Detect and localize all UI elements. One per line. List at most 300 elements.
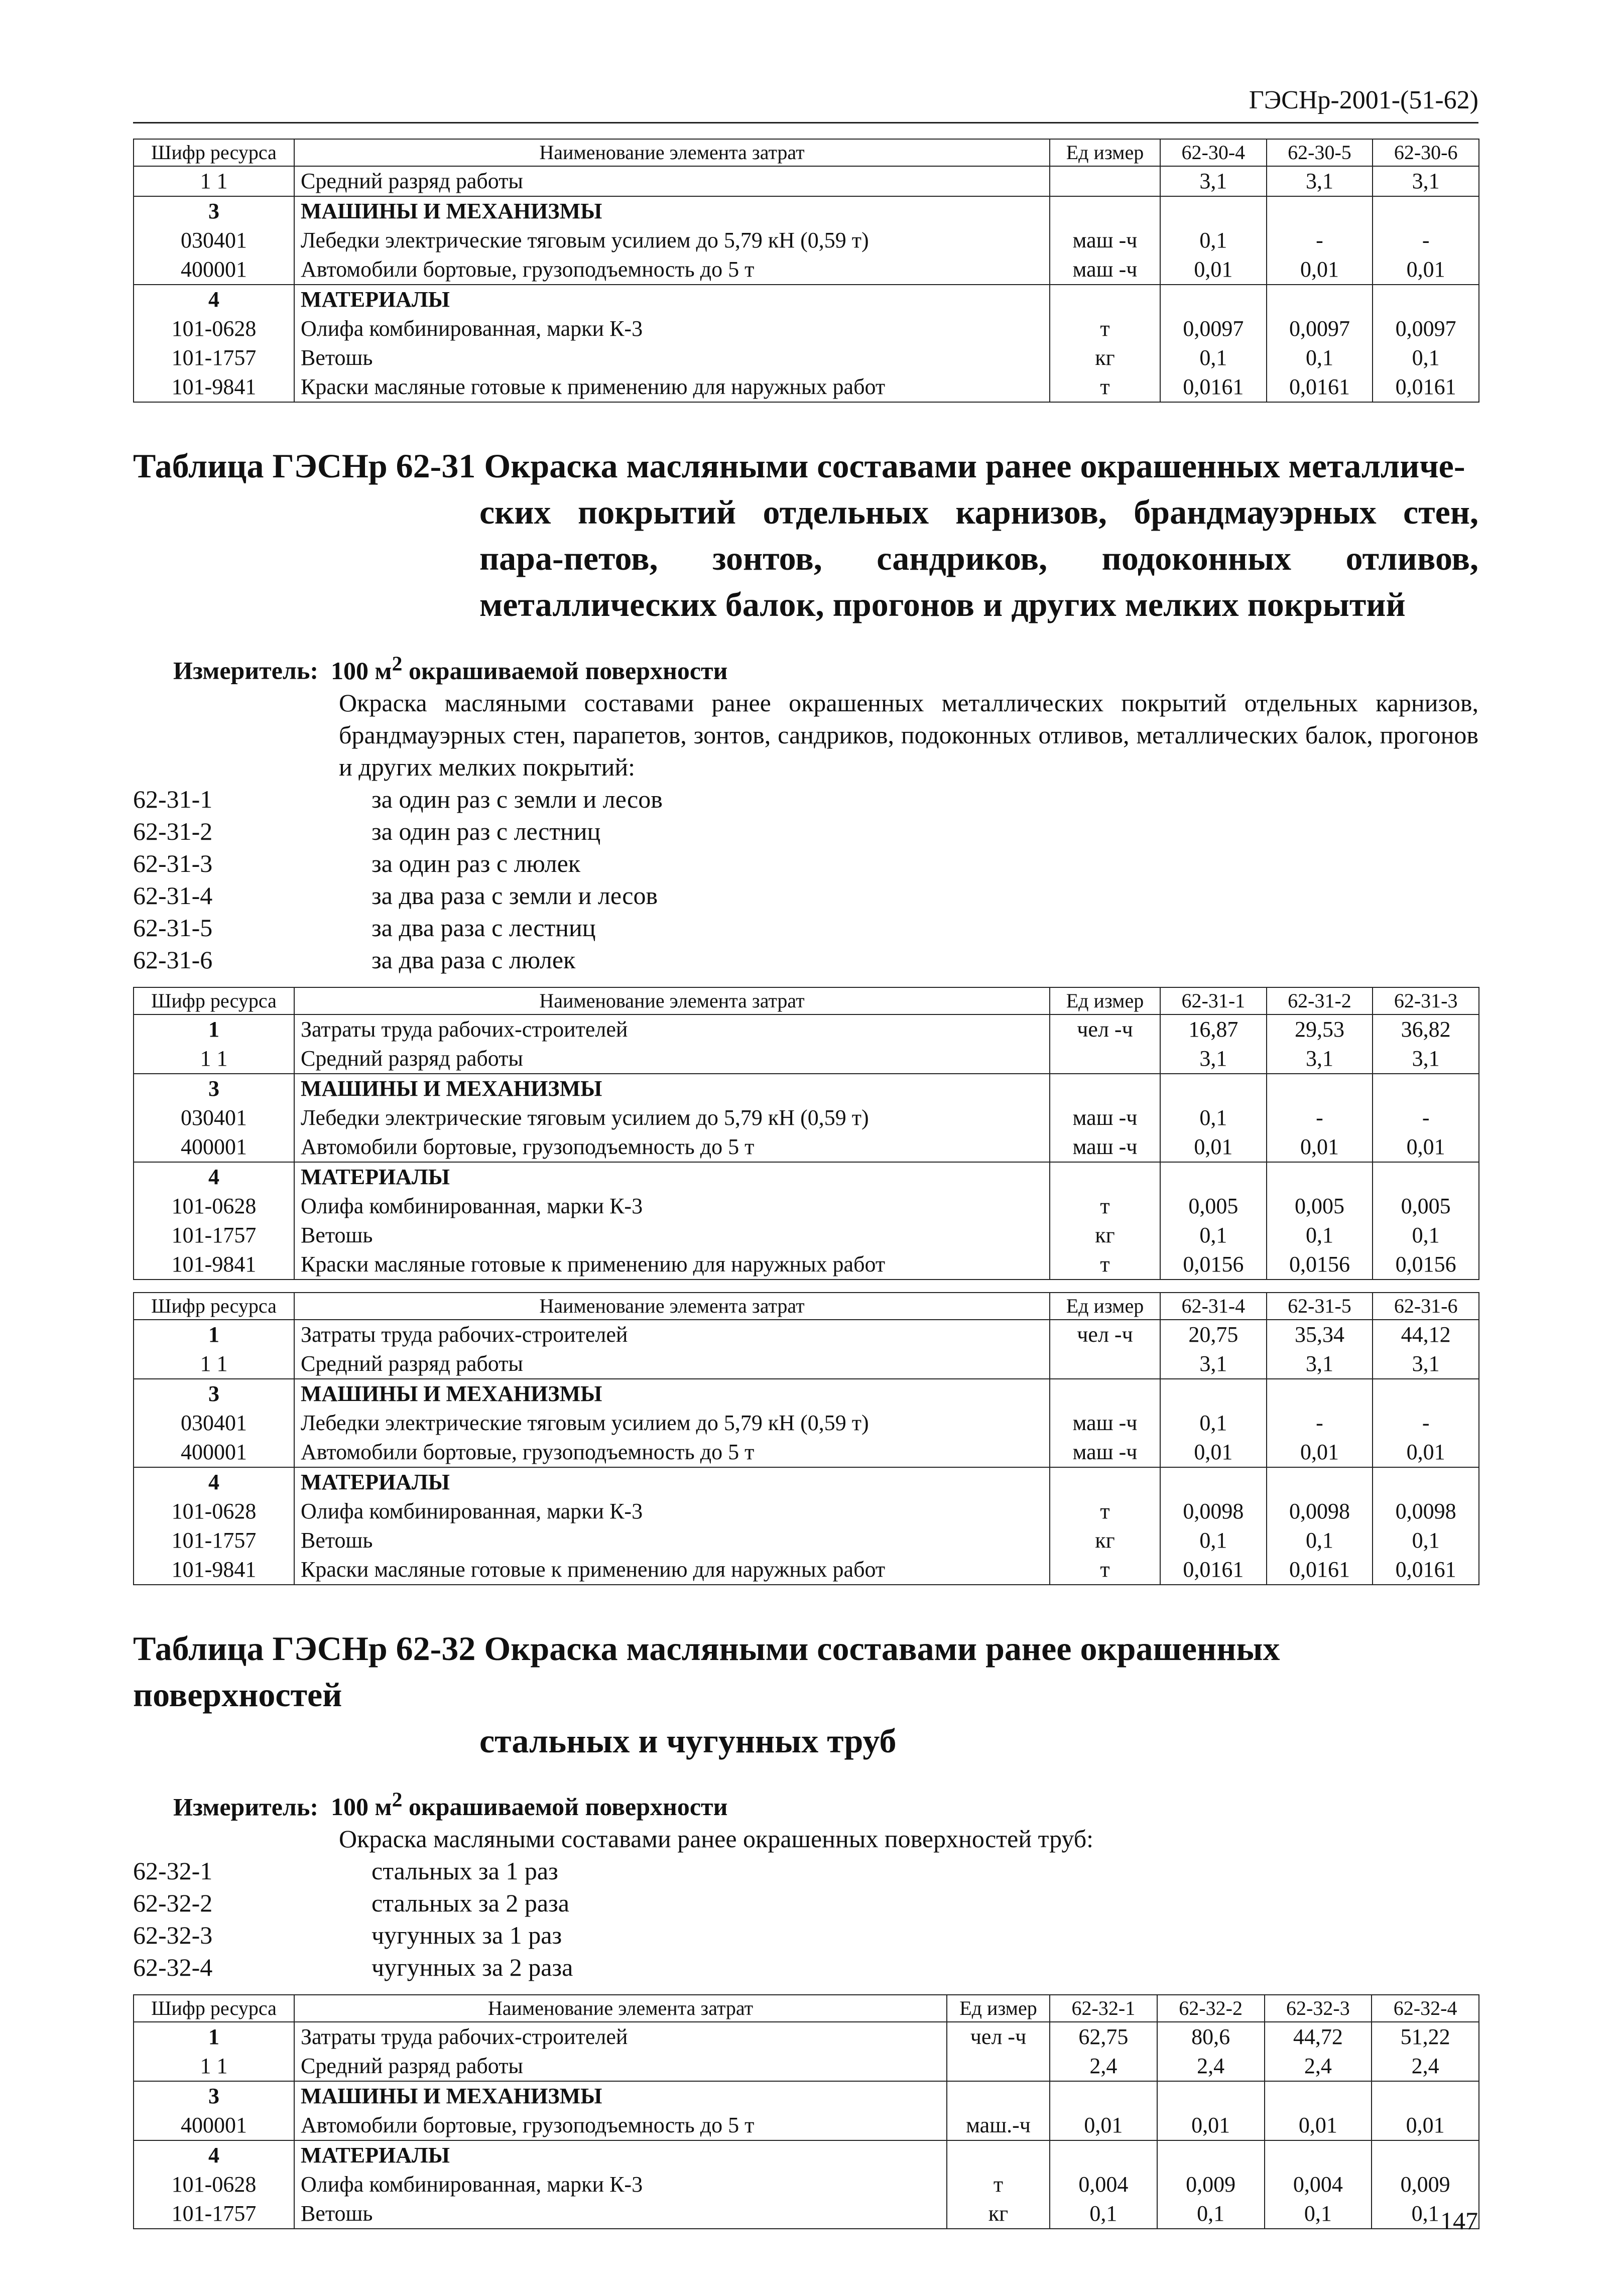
- variant-text: за два раза с земли и лесов: [371, 881, 658, 910]
- cost-element-name: Средний разряд работы: [294, 1044, 1050, 1074]
- column-header: Ед измер: [1050, 987, 1160, 1014]
- norm-value: 0,01: [1373, 1438, 1479, 1467]
- resource-code: 101-0628: [134, 314, 294, 343]
- norm-value: 0,01: [1373, 255, 1479, 285]
- table-header-row: [134, 1995, 1479, 2022]
- table-row: [134, 196, 1479, 226]
- table-title-62-32: [133, 1625, 1478, 1764]
- table-row: [134, 1467, 1479, 1497]
- resource-table-62-31-a: [133, 987, 1479, 1280]
- meter-rest: окрашиваемой поверхности: [402, 1793, 728, 1821]
- norm-value: 0,009: [1372, 2170, 1479, 2199]
- norm-value: 0,1: [1267, 1221, 1373, 1250]
- norm-value: 0,0098: [1373, 1497, 1479, 1526]
- norm-value: 35,34: [1267, 1320, 1373, 1349]
- unit-of-measure: маш -ч: [1050, 1409, 1160, 1438]
- norm-value: 0,1: [1160, 1103, 1267, 1132]
- resource-code: 101-9841: [134, 1555, 294, 1585]
- table-row: [134, 2170, 1479, 2199]
- norm-value: [1160, 1162, 1267, 1192]
- unit-of-measure: кг: [947, 2199, 1050, 2229]
- norm-value: [1160, 1074, 1267, 1103]
- norm-value: 0,0156: [1373, 1250, 1479, 1280]
- unit-of-measure: чел -ч: [1050, 1320, 1160, 1349]
- table-row: [134, 1497, 1479, 1526]
- unit-of-measure: маш -ч: [1050, 255, 1160, 285]
- cost-element-name: Олифа комбинированная, марки К-3: [294, 314, 1050, 343]
- unit-of-measure: [1050, 1044, 1160, 1074]
- resource-code: 1 1: [134, 1044, 294, 1074]
- page-number: 147: [1440, 2207, 1478, 2235]
- table-row: [134, 2022, 1479, 2052]
- meter-line: [173, 1784, 1478, 1823]
- table-row: [134, 1250, 1479, 1280]
- column-header: Ед измер: [947, 1995, 1050, 2022]
- norm-value: 0,005: [1267, 1192, 1373, 1221]
- column-header: 62-32-3: [1265, 1995, 1372, 2022]
- resource-code: 101-9841: [134, 372, 294, 402]
- norm-value: [1267, 285, 1373, 314]
- norm-value: [1267, 196, 1373, 226]
- work-description: Окраска масляными составами ранее окрашенных поверхностей труб:: [339, 1825, 1094, 1853]
- resource-code: 1: [134, 1320, 294, 1349]
- table-row: [134, 2081, 1479, 2111]
- norm-value: [1267, 1074, 1373, 1103]
- table-row: [134, 1074, 1479, 1103]
- table-row: [134, 2199, 1479, 2229]
- variant-item: [133, 1919, 1478, 1951]
- norm-value: 36,82: [1373, 1014, 1479, 1044]
- variant-code: 62-31-3: [133, 849, 213, 877]
- cost-element-name: Средний разряд работы: [294, 2052, 947, 2081]
- variant-item: [133, 815, 1478, 847]
- norm-value: 3,1: [1373, 166, 1479, 196]
- column-header: Шифр ресурса: [134, 1293, 294, 1320]
- table-row: [134, 2111, 1479, 2140]
- resource-code: 3: [134, 196, 294, 226]
- norm-value: 62,75: [1050, 2022, 1157, 2052]
- unit-of-measure: т: [1050, 372, 1160, 402]
- meter-sup: 2: [392, 652, 403, 675]
- norm-value: 0,0161: [1267, 1555, 1373, 1585]
- unit-of-measure: т: [1050, 1192, 1160, 1221]
- norm-value: -: [1373, 1103, 1479, 1132]
- cost-element-name: Автомобили бортовые, грузоподъемность до 5 т: [294, 1438, 1050, 1467]
- cost-element-name: Затраты труда рабочих-строителей: [294, 1320, 1050, 1349]
- unit-of-measure: [947, 2081, 1050, 2111]
- resource-code: 1 1: [134, 1349, 294, 1379]
- variant-code: 62-32-1: [133, 1857, 213, 1885]
- norm-value: -: [1267, 1409, 1373, 1438]
- table-title-label: Таблица ГЭСНр 62-31: [133, 447, 476, 485]
- column-header: 62-32-2: [1157, 1995, 1265, 2022]
- norm-value: [1373, 285, 1479, 314]
- norm-value: 0,1: [1160, 226, 1267, 255]
- table-title-62-31: [133, 443, 1478, 627]
- norm-value: 0,01: [1267, 255, 1373, 285]
- resource-code: 030401: [134, 226, 294, 255]
- cost-element-name: МАТЕРИАЛЫ: [294, 1162, 1050, 1192]
- norm-value: 0,1: [1160, 1409, 1267, 1438]
- norm-value: 2,4: [1157, 2052, 1265, 2081]
- table-row: [134, 1320, 1479, 1349]
- table-row: [134, 1221, 1479, 1250]
- norm-value: -: [1373, 1409, 1479, 1438]
- resource-code: 101-0628: [134, 1497, 294, 1526]
- norm-value: [1265, 2140, 1372, 2170]
- cost-element-name: Автомобили бортовые, грузоподъемность до 5 т: [294, 1132, 1050, 1162]
- cost-element-name: Ветошь: [294, 1221, 1050, 1250]
- column-header: 62-31-1: [1160, 987, 1267, 1014]
- column-header: Наименование элемента затрат: [294, 1995, 947, 2022]
- norm-value: 0,01: [1267, 1132, 1373, 1162]
- norm-value: 0,005: [1160, 1192, 1267, 1221]
- norm-value: [1267, 1467, 1373, 1497]
- unit-of-measure: [1050, 166, 1160, 196]
- norm-value: 0,1: [1373, 343, 1479, 372]
- variant-item: [133, 912, 1478, 944]
- resource-code: 101-1757: [134, 1221, 294, 1250]
- table-row: [134, 1192, 1479, 1221]
- cost-element-name: МАШИНЫ И МЕХАНИЗМЫ: [294, 1074, 1050, 1103]
- table-header-row: [134, 139, 1479, 166]
- variant-code: 62-31-6: [133, 945, 213, 974]
- resource-table-62-31-b: [133, 1292, 1479, 1585]
- cost-element-name: Краски масляные готовые к применению для наружных работ: [294, 372, 1050, 402]
- unit-of-measure: [947, 2052, 1050, 2081]
- cost-element-name: Затраты труда рабочих-строителей: [294, 2022, 947, 2052]
- norm-value: 51,22: [1372, 2022, 1479, 2052]
- table-row: [134, 1103, 1479, 1132]
- resource-code: 101-1757: [134, 343, 294, 372]
- unit-of-measure: кг: [1050, 343, 1160, 372]
- norm-value: [1050, 2140, 1157, 2170]
- table-title-label: Таблица ГЭСНр 62-32: [133, 1629, 476, 1668]
- column-header: 62-31-3: [1373, 987, 1479, 1014]
- norm-value: -: [1267, 1103, 1373, 1132]
- table-row: [134, 1349, 1479, 1379]
- cost-element-name: Краски масляные готовые к применению для наружных работ: [294, 1555, 1050, 1585]
- cost-element-name: Средний разряд работы: [294, 166, 1050, 196]
- norm-value: 16,87: [1160, 1014, 1267, 1044]
- table-title-continuation: стальных и чугунных труб: [479, 1721, 897, 1760]
- variant-code: 62-32-3: [133, 1921, 213, 1950]
- norm-value: 0,01: [1160, 1438, 1267, 1467]
- resource-code: 3: [134, 1074, 294, 1103]
- variant-code: 62-31-5: [133, 913, 213, 942]
- norm-value: [1373, 1162, 1479, 1192]
- norm-value: 3,1: [1373, 1044, 1479, 1074]
- norm-value: [1160, 1379, 1267, 1409]
- cost-element-name: Автомобили бортовые, грузоподъемность до 5 т: [294, 2111, 947, 2140]
- table-row: [134, 1555, 1479, 1585]
- unit-of-measure: [1050, 1349, 1160, 1379]
- variant-item: [133, 1887, 1478, 1919]
- norm-value: [1373, 196, 1479, 226]
- unit-of-measure: чел -ч: [947, 2022, 1050, 2052]
- column-header: Ед измер: [1050, 139, 1160, 166]
- table-row: [134, 1132, 1479, 1162]
- resource-code: 1: [134, 2022, 294, 2052]
- norm-value: 0,01: [1265, 2111, 1372, 2140]
- norm-value: 0,005: [1373, 1192, 1479, 1221]
- norm-value: 3,1: [1267, 166, 1373, 196]
- cost-element-name: МАТЕРИАЛЫ: [294, 1467, 1050, 1497]
- document-page: [133, 85, 1478, 2229]
- norm-value: 0,0097: [1373, 314, 1479, 343]
- norm-value: 0,0097: [1160, 314, 1267, 343]
- norm-value: [1373, 1379, 1479, 1409]
- norm-value: 0,1: [1265, 2199, 1372, 2229]
- table-row: [134, 1162, 1479, 1192]
- table-title-text: Окраска масляными составами ранее окрашенных металличе-: [484, 447, 1465, 485]
- norm-value: 3,1: [1160, 1044, 1267, 1074]
- unit-of-measure: кг: [1050, 1526, 1160, 1555]
- norm-value: 0,1: [1372, 2199, 1479, 2229]
- cost-element-name: Олифа комбинированная, марки К-3: [294, 1497, 1050, 1526]
- norm-value: 0,1: [1267, 1526, 1373, 1555]
- unit-of-measure: [1050, 285, 1160, 314]
- column-header: Наименование элемента затрат: [294, 139, 1050, 166]
- norm-value: 0,004: [1050, 2170, 1157, 2199]
- resource-code: 3: [134, 2081, 294, 2111]
- table-row: [134, 314, 1479, 343]
- resource-code: 101-1757: [134, 2199, 294, 2229]
- unit-of-measure: [1050, 1379, 1160, 1409]
- unit-of-measure: маш -ч: [1050, 226, 1160, 255]
- table-row: [134, 2052, 1479, 2081]
- norm-value: -: [1373, 226, 1479, 255]
- table-row: [134, 1438, 1479, 1467]
- column-header: 62-30-5: [1267, 139, 1373, 166]
- meter-rest: окрашиваемой поверхности: [402, 656, 728, 685]
- norm-value: 2,4: [1265, 2052, 1372, 2081]
- table-row: [134, 1409, 1479, 1438]
- unit-of-measure: [1050, 1467, 1160, 1497]
- variant-text: за два раза с лестниц: [371, 913, 596, 942]
- column-header: 62-32-4: [1372, 1995, 1479, 2022]
- table-row: [134, 166, 1479, 196]
- norm-value: [1373, 1074, 1479, 1103]
- variant-text: за один раз с лестниц: [371, 817, 601, 845]
- resource-code: 101-0628: [134, 2170, 294, 2199]
- column-header: 62-31-6: [1373, 1293, 1479, 1320]
- variant-list: [133, 783, 1478, 976]
- cost-element-name: Ветошь: [294, 2199, 947, 2229]
- meter-label: Измеритель:: [173, 656, 319, 685]
- resource-code: 4: [134, 2140, 294, 2170]
- meter-sup: 2: [392, 1788, 403, 1812]
- norm-value: 0,0161: [1373, 1555, 1479, 1585]
- table-row: [134, 2140, 1479, 2170]
- resource-table-62-30-tail: [133, 139, 1479, 403]
- norm-value: 29,53: [1267, 1014, 1373, 1044]
- norm-value: 0,0098: [1267, 1497, 1373, 1526]
- norm-value: 3,1: [1160, 1349, 1267, 1379]
- column-header: Шифр ресурса: [134, 139, 294, 166]
- table-row: [134, 226, 1479, 255]
- norm-value: 0,0156: [1267, 1250, 1373, 1280]
- unit-of-measure: маш -ч: [1050, 1132, 1160, 1162]
- variant-text: чугунных за 1 раз: [371, 1921, 562, 1950]
- norm-value: 0,01: [1160, 1132, 1267, 1162]
- norm-value: 0,0097: [1267, 314, 1373, 343]
- variant-code: 62-32-4: [133, 1953, 213, 1982]
- table-title-continuation: ских покрытий отдельных карнизов, брандмауэрных стен, пара-петов, зонтов, сандриков, подоконных отливов, металлических балок, прогонов и других мелких покрытий: [479, 493, 1478, 623]
- table-row: [134, 343, 1479, 372]
- table-title-text: Окраска масляными составами ранее окрашенных поверхностей: [133, 1629, 1280, 1714]
- norm-value: 0,004: [1265, 2170, 1372, 2199]
- unit-of-measure: маш -ч: [1050, 1438, 1160, 1467]
- norm-value: [1160, 285, 1267, 314]
- norm-value: [1157, 2081, 1265, 2111]
- norm-value: [1265, 2081, 1372, 2111]
- norm-value: 3,1: [1160, 166, 1267, 196]
- norm-value: 0,1: [1267, 343, 1373, 372]
- resource-code: 3: [134, 1379, 294, 1409]
- cost-element-name: Автомобили бортовые, грузоподъемность до 5 т: [294, 255, 1050, 285]
- resource-code: 101-9841: [134, 1250, 294, 1280]
- table-header-row: [134, 1293, 1479, 1320]
- variant-code: 62-31-4: [133, 881, 213, 910]
- variant-item: [133, 1855, 1478, 1887]
- resource-table-62-32: [133, 1994, 1479, 2229]
- cost-element-name: Олифа комбинированная, марки К-3: [294, 2170, 947, 2199]
- norm-value: [1267, 1162, 1373, 1192]
- norm-value: 0,0156: [1160, 1250, 1267, 1280]
- unit-of-measure: маш.-ч: [947, 2111, 1050, 2140]
- cost-element-name: МАШИНЫ И МЕХАНИЗМЫ: [294, 196, 1050, 226]
- variant-item: [133, 783, 1478, 815]
- norm-value: [1050, 2081, 1157, 2111]
- column-header: 62-32-1: [1050, 1995, 1157, 2022]
- table-row: [134, 255, 1479, 285]
- variant-item: [133, 847, 1478, 879]
- resource-code: 1: [134, 1014, 294, 1044]
- work-description: Окраска масляными составами ранее окрашенных металлических покрытий отдельных карнизов, брандмауэрных стен, парапетов, зонтов, сандриков, подоконных отливов, металлических балок, прогонов и других мелких покрытий:: [339, 688, 1478, 781]
- norm-value: 0,1: [1160, 1221, 1267, 1250]
- cost-element-name: МАТЕРИАЛЫ: [294, 285, 1050, 314]
- table-row: [134, 372, 1479, 402]
- column-header: 62-30-6: [1373, 139, 1479, 166]
- norm-value: 0,0161: [1267, 372, 1373, 402]
- variant-item: [133, 1951, 1478, 1983]
- norm-value: 0,1: [1160, 1526, 1267, 1555]
- unit-of-measure: т: [1050, 314, 1160, 343]
- variant-code: 62-31-1: [133, 785, 213, 813]
- norm-value: [1160, 196, 1267, 226]
- running-header: ГЭСНр-2001-(51-62): [133, 85, 1478, 123]
- variant-list: [133, 1855, 1478, 1983]
- variant-item: [133, 944, 1478, 976]
- variant-code: 62-32-2: [133, 1889, 213, 1918]
- resource-code: 4: [134, 285, 294, 314]
- resource-code: 101-0628: [134, 1192, 294, 1221]
- norm-value: 0,009: [1157, 2170, 1265, 2199]
- norm-value: 0,01: [1157, 2111, 1265, 2140]
- norm-value: 0,1: [1157, 2199, 1265, 2229]
- norm-value: [1160, 1467, 1267, 1497]
- unit-of-measure: [947, 2140, 1050, 2170]
- meter-label: Измеритель:: [173, 1793, 319, 1821]
- meter-value: 100 м: [331, 656, 392, 685]
- variant-text: за один раз с земли и лесов: [371, 785, 663, 813]
- resource-code: 400001: [134, 1438, 294, 1467]
- resource-code: 1 1: [134, 166, 294, 196]
- unit-of-measure: т: [1050, 1555, 1160, 1585]
- variant-item: [133, 879, 1478, 912]
- variant-text: за два раза с люлек: [371, 945, 576, 974]
- resource-code: 030401: [134, 1103, 294, 1132]
- cost-element-name: Лебедки электрические тяговым усилием до 5,79 кН (0,59 т): [294, 1103, 1050, 1132]
- table-header-row: [134, 987, 1479, 1014]
- norm-value: 0,01: [1267, 1438, 1373, 1467]
- variant-text: стальных за 1 раз: [371, 1857, 558, 1885]
- cost-element-name: Олифа комбинированная, марки К-3: [294, 1192, 1050, 1221]
- unit-of-measure: т: [947, 2170, 1050, 2199]
- column-header: 62-30-4: [1160, 139, 1267, 166]
- column-header: Шифр ресурса: [134, 987, 294, 1014]
- norm-value: 44,12: [1373, 1320, 1479, 1349]
- norm-value: 0,1: [1373, 1526, 1479, 1555]
- unit-of-measure: т: [1050, 1497, 1160, 1526]
- column-header: Шифр ресурса: [134, 1995, 294, 2022]
- norm-value: 20,75: [1160, 1320, 1267, 1349]
- unit-of-measure: маш -ч: [1050, 1103, 1160, 1132]
- norm-value: -: [1267, 226, 1373, 255]
- norm-value: 0,01: [1160, 255, 1267, 285]
- meter-line: [173, 648, 1478, 687]
- cost-element-name: Лебедки электрические тяговым усилием до 5,79 кН (0,59 т): [294, 226, 1050, 255]
- table-row: [134, 1044, 1479, 1074]
- unit-of-measure: чел -ч: [1050, 1014, 1160, 1044]
- meter-value: 100 м: [331, 1793, 392, 1821]
- table-row: [134, 1014, 1479, 1044]
- column-header: Ед измер: [1050, 1293, 1160, 1320]
- column-header: 62-31-2: [1267, 987, 1373, 1014]
- norm-value: 0,1: [1373, 1221, 1479, 1250]
- norm-value: 3,1: [1267, 1349, 1373, 1379]
- norm-value: [1267, 1379, 1373, 1409]
- norm-value: 2,4: [1372, 2052, 1479, 2081]
- column-header: 62-31-4: [1160, 1293, 1267, 1320]
- cost-element-name: Затраты труда рабочих-строителей: [294, 1014, 1050, 1044]
- cost-element-name: МАШИНЫ И МЕХАНИЗМЫ: [294, 2081, 947, 2111]
- norm-value: 3,1: [1373, 1349, 1479, 1379]
- table-row: [134, 285, 1479, 314]
- norm-value: 0,01: [1373, 1132, 1479, 1162]
- resource-code: 400001: [134, 1132, 294, 1162]
- norm-value: [1157, 2140, 1265, 2170]
- unit-of-measure: [1050, 1162, 1160, 1192]
- norm-value: 0,01: [1372, 2111, 1479, 2140]
- unit-of-measure: т: [1050, 1250, 1160, 1280]
- cost-element-name: МАШИНЫ И МЕХАНИЗМЫ: [294, 1379, 1050, 1409]
- norm-value: 0,0161: [1160, 1555, 1267, 1585]
- resource-code: 4: [134, 1162, 294, 1192]
- norm-value: 80,6: [1157, 2022, 1265, 2052]
- column-header: Наименование элемента затрат: [294, 987, 1050, 1014]
- resource-code: 101-1757: [134, 1526, 294, 1555]
- variant-text: чугунных за 2 раза: [371, 1953, 573, 1982]
- resource-code: 1 1: [134, 2052, 294, 2081]
- norm-value: 0,0161: [1160, 372, 1267, 402]
- table-row: [134, 1379, 1479, 1409]
- norm-value: [1372, 2140, 1479, 2170]
- resource-code: 400001: [134, 255, 294, 285]
- variant-text: за один раз с люлек: [371, 849, 581, 877]
- unit-of-measure: [1050, 196, 1160, 226]
